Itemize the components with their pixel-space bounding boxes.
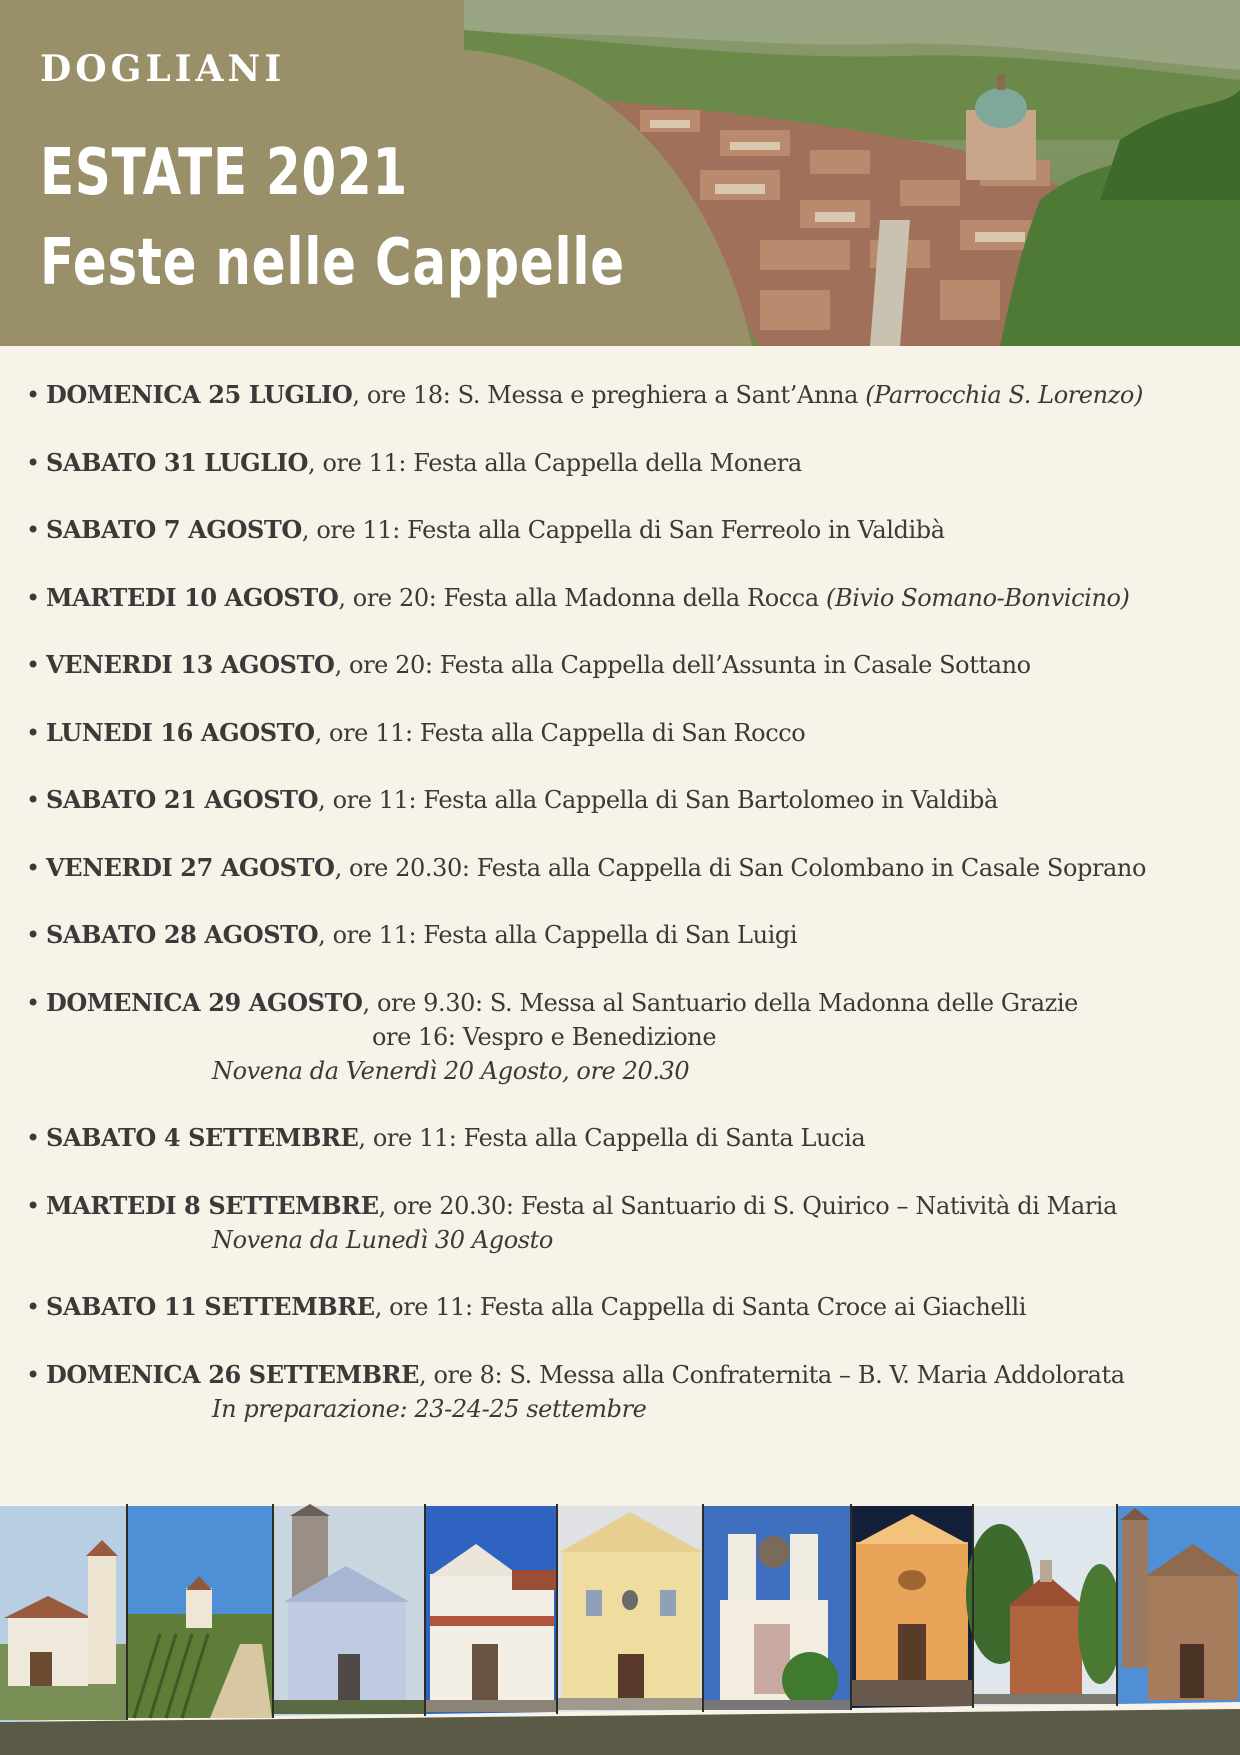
event-day: DOMENICA 26 SETTEMBRE xyxy=(46,1359,420,1389)
chapel-photo-confraternita xyxy=(1118,1506,1240,1704)
chapel-photo-san-ferreolo xyxy=(128,1506,272,1718)
bullet: • xyxy=(26,583,40,612)
bullet: • xyxy=(26,718,40,747)
event-note: In preparazione: 23-24-25 settembre xyxy=(212,1394,647,1423)
event-details: , ore 8: S. Messa alla Confraternita – B. V. Maria Addolorata xyxy=(419,1360,1125,1389)
event-details: , ore 11: Festa alla Cappella della Monera xyxy=(308,448,802,477)
bullet: • xyxy=(26,921,40,949)
event-day: MARTEDI 8 SETTEMBRE xyxy=(46,1190,379,1220)
page-title xyxy=(40,128,625,308)
town-name: DOGLIANI xyxy=(40,48,286,90)
event-second-time: ore 16: Vespro e Benedizione xyxy=(372,1022,717,1051)
chapel-photo-strip xyxy=(0,1504,1240,1755)
bullet: • xyxy=(26,988,40,1017)
event-item xyxy=(26,1121,1226,1155)
event-item xyxy=(26,1290,1226,1324)
bullet: • xyxy=(26,1360,40,1389)
event-day: SABATO 28 AGOSTO xyxy=(46,920,319,949)
event-day: SABATO 11 SETTEMBRE xyxy=(46,1292,375,1321)
event-details: , ore 20.30: Festa al Santuario di S. Quirico – Natività di Maria xyxy=(378,1191,1117,1220)
event-day: VENERDI 13 AGOSTO xyxy=(46,650,335,679)
event-details: , ore 11: Festa alla Cappella di San Bartolomeo in Valdibà xyxy=(318,786,998,814)
bullet: • xyxy=(26,381,40,409)
bullet: • xyxy=(26,786,40,814)
event-item xyxy=(26,918,1226,952)
event-details: , ore 9.30: S. Messa al Santuario della Madonna delle Grazie xyxy=(362,988,1078,1017)
event-item xyxy=(26,1358,1226,1426)
event-item xyxy=(26,378,1226,412)
title-line-2: Feste nelle Cappelle xyxy=(40,226,625,300)
event-location-note: (Parrocchia S. Lorenzo) xyxy=(865,381,1143,409)
bullet: • xyxy=(26,1124,40,1152)
event-item xyxy=(26,851,1226,885)
event-item xyxy=(26,1189,1226,1257)
bullet: • xyxy=(26,1191,40,1220)
bullet: • xyxy=(26,516,40,544)
chapel-photo-san-rocco xyxy=(274,1504,424,1716)
event-day: VENERDI 27 AGOSTO xyxy=(46,852,335,882)
event-item xyxy=(26,986,1226,1088)
event-details: , ore 18: S. Messa e preghiera a Sant’Anna xyxy=(352,381,866,409)
event-day: SABATO 4 SETTEMBRE xyxy=(46,1123,359,1152)
chapel-photo-san-bartolomeo xyxy=(426,1506,556,1714)
event-item xyxy=(26,783,1226,817)
title-line-1: ESTATE 2021 xyxy=(40,136,409,210)
event-details: , ore 11: Festa alla Cappella di San Ferreolo in Valdibà xyxy=(301,516,945,544)
event-day: LUNEDI 16 AGOSTO xyxy=(46,717,315,747)
bullet: • xyxy=(26,651,40,679)
event-day: DOMENICA 25 LUGLIO xyxy=(46,380,353,409)
event-item xyxy=(26,581,1226,615)
bullet: • xyxy=(26,448,40,477)
event-day: SABATO 21 AGOSTO xyxy=(46,785,319,814)
event-details: , ore 11: Festa alla Cappella di San Luigi xyxy=(318,921,798,949)
event-day: DOMENICA 29 AGOSTO xyxy=(46,987,363,1017)
event-item xyxy=(26,648,1226,682)
event-day: MARTEDI 10 AGOSTO xyxy=(46,582,339,612)
bullet: • xyxy=(26,1293,40,1321)
chapel-photo-santa-lucia xyxy=(966,1506,1122,1706)
chapel-photo-san-luigi xyxy=(852,1506,972,1708)
chapel-photo-madonna-grazie xyxy=(704,1506,850,1710)
event-day: SABATO 31 LUGLIO xyxy=(46,447,309,477)
event-day: SABATO 7 AGOSTO xyxy=(46,515,302,544)
chapel-photo-san-colombano xyxy=(558,1506,702,1712)
event-location-note: (Bivio Somano-Bonvicino) xyxy=(826,583,1130,612)
event-details: , ore 11: Festa alla Cappella di Santa Lucia xyxy=(358,1124,866,1152)
event-details: , ore 11: Festa alla Cappella di Santa Croce ai Giachelli xyxy=(374,1293,1027,1321)
event-details: , ore 11: Festa alla Cappella di San Rocco xyxy=(314,718,806,747)
chapel-photo-monera xyxy=(0,1506,126,1722)
event-note: Novena da Lunedì 30 Agosto xyxy=(212,1225,553,1254)
bullet: • xyxy=(26,853,40,882)
event-item xyxy=(26,446,1226,480)
event-details: , ore 20: Festa alla Madonna della Rocca xyxy=(338,583,826,612)
event-details: , ore 20.30: Festa alla Cappella di San Colombano in Casale Soprano xyxy=(334,853,1147,882)
event-list xyxy=(26,378,1226,1459)
event-item xyxy=(26,513,1226,547)
event-details: , ore 20: Festa alla Cappella dell’Assunta in Casale Sottano xyxy=(334,651,1031,679)
event-item xyxy=(26,716,1226,750)
event-note: Novena da Venerdì 20 Agosto, ore 20.30 xyxy=(212,1056,690,1085)
